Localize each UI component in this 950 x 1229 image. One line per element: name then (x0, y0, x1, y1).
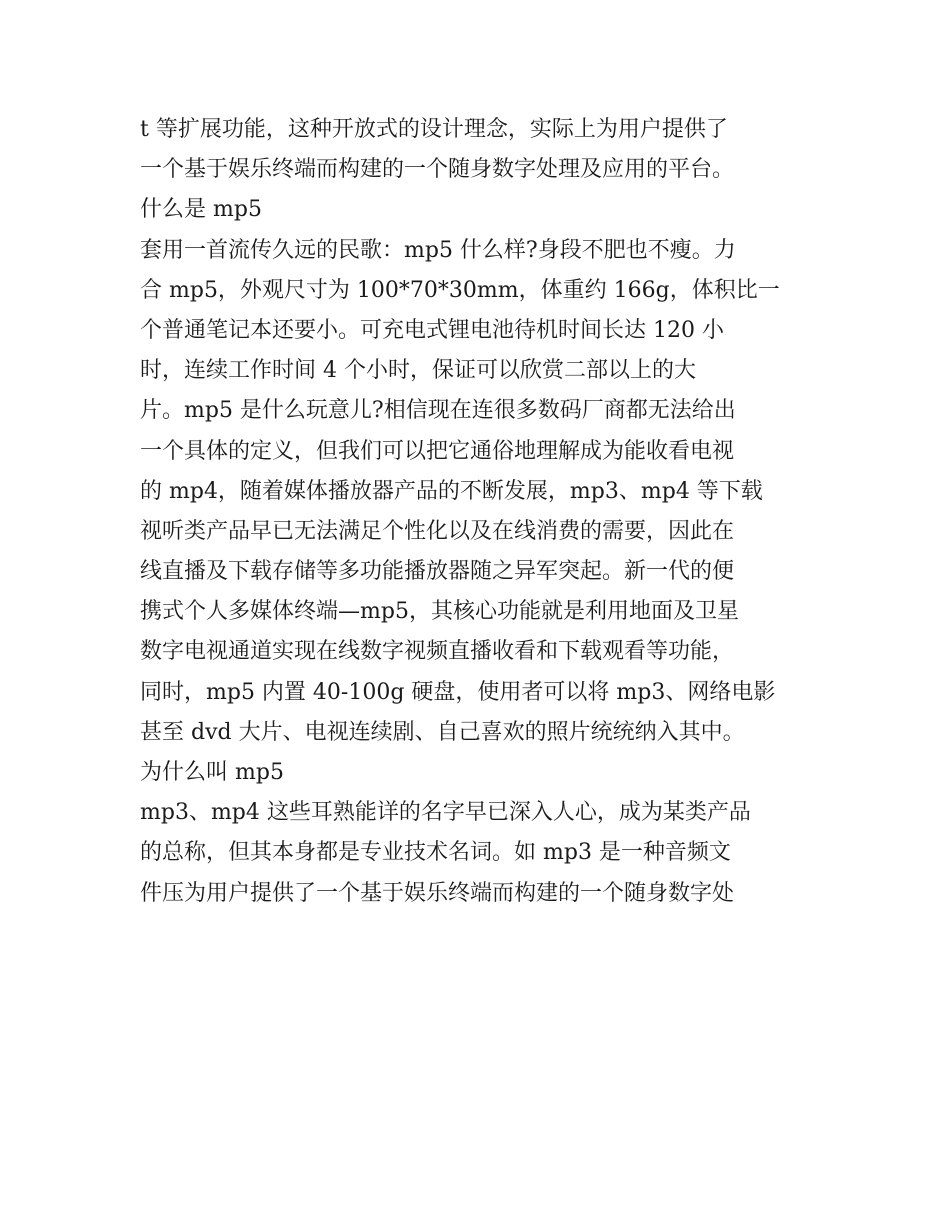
text-line: 个普通笔记本还要小。可充电式锂电池待机时间长达 120 小 (140, 317, 724, 343)
text-line: 片。mp5 是什么玩意儿?相信现在连很多数码厂商都无法给出 (140, 398, 736, 424)
text-line: 的 mp4，随着媒体播放器产品的不断发展，mp3、mp4 等下载 (140, 478, 763, 504)
text-line: 套用一首流传久远的民歌：mp5 什么样?身段不肥也不瘦。力 (140, 237, 736, 263)
text-line: 视听类产品早已无法满足个性化以及在线消费的需要，因此在 (140, 518, 735, 544)
text-line: 一个基于娱乐终端而构建的一个随身数字处理及应用的平台。 (140, 157, 735, 183)
text-line: 一个具体的定义，但我们可以把它通俗地理解成为能收看电视 (140, 438, 735, 464)
text-line: 携式个人多媒体终端—mp5，其核心功能就是利用地面及卫星 (140, 599, 739, 625)
section-heading: 什么是 mp5 (140, 197, 262, 223)
text-line: 甚至 dvd 大片、电视连续剧、自己喜欢的照片统统纳入其中。 (140, 719, 745, 745)
text-line: 同时，mp5 内置 40-100g 硬盘，使用者可以将 mp3、网络电影 (140, 679, 776, 705)
text-line: 合 mp5，外观尺寸为 100*70*30mm，体重约 166g，体积比一 (140, 277, 780, 303)
text-line: 的总称，但其本身都是专业技术名词。如 mp3 是一种音频文 (140, 840, 731, 866)
text-line: 时，连续工作时间 4 个小时，保证可以欣赏二部以上的大 (140, 358, 696, 384)
section-heading: 为什么叫 mp5 (140, 760, 284, 785)
text-line: 件压为用户提供了一个基于娱乐终端而构建的一个随身数字处 (140, 880, 735, 906)
body-text (140, 110, 820, 914)
text-line: 数字电视通道实现在线数字视频直播收看和下载观看等功能， (140, 639, 735, 665)
text-line: t 等扩展功能，这种开放式的设计理念，实际上为用户提供了 (140, 117, 728, 142)
text-line: mp3、mp4 这些耳熟能详的名字早已深入人心，成为某类产品 (140, 800, 751, 826)
text-line: 线直播及下载存储等多功能播放器随之异军突起。新一代的便 (140, 559, 735, 585)
